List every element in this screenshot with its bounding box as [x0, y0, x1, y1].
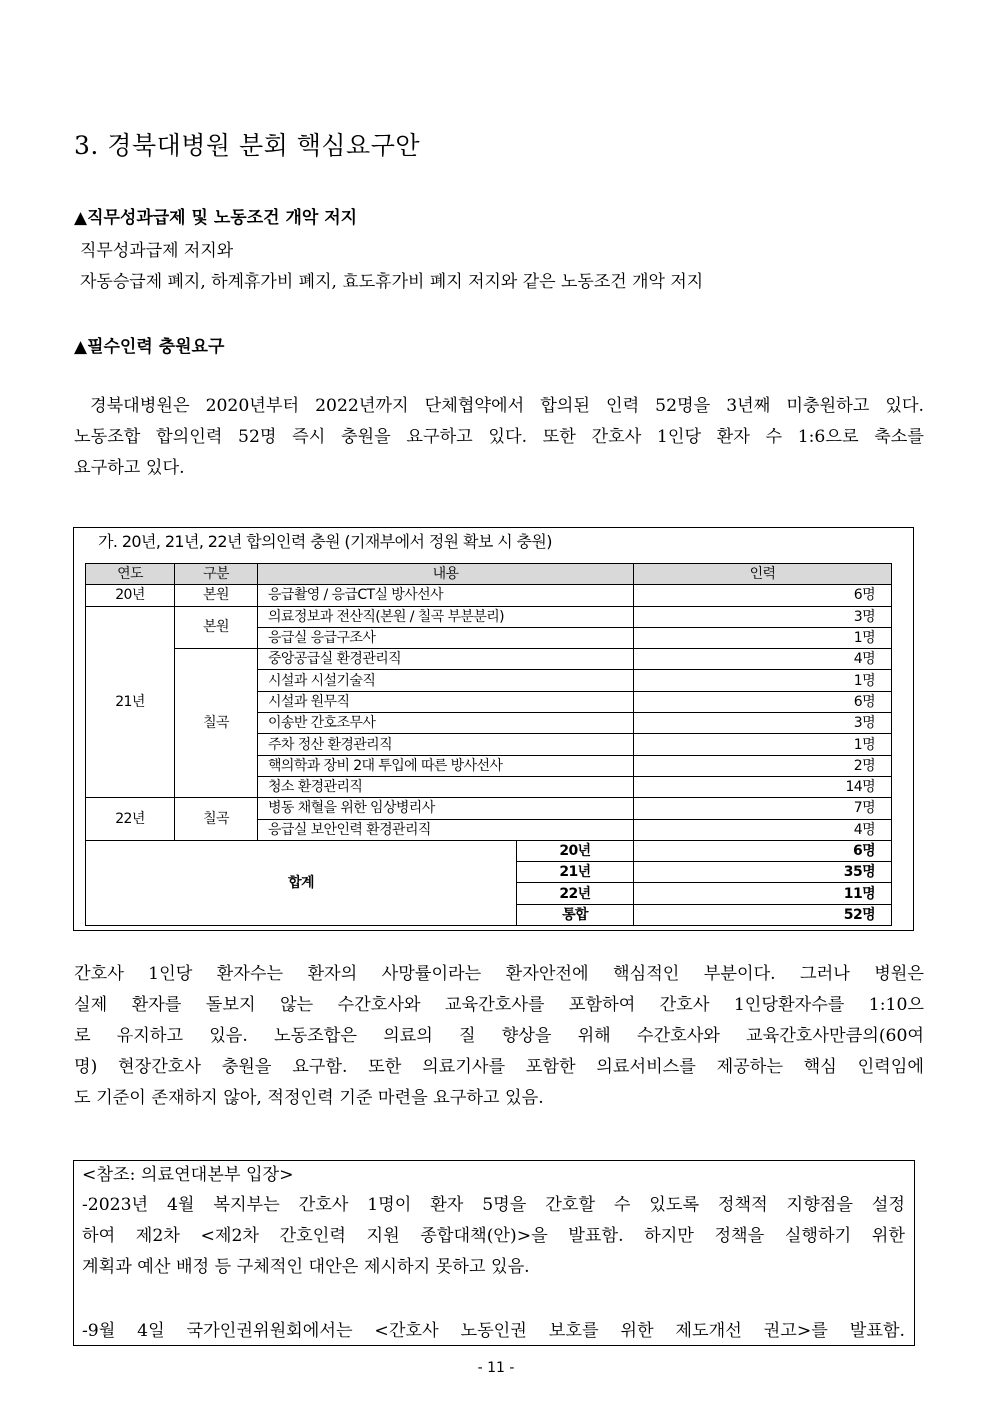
cell-count: 6명 [634, 585, 892, 606]
nurse-ratio-paragraph [74, 959, 924, 1114]
cell-content: 주차 정산 환경관리직 [258, 734, 634, 755]
header-year: 연도 [86, 564, 175, 585]
wage-line-2: 자동승급제 폐지, 하계휴가비 폐지, 효도휴가비 폐지 저지와 같은 노동조건 개악 저지 [80, 272, 704, 292]
cell-count: 1명 [634, 670, 892, 691]
cell-count: 3명 [634, 606, 892, 627]
cell-count: 6명 [634, 691, 892, 712]
cell-content: 응급실 보안인력 환경관리직 [258, 819, 634, 840]
cell-year: 20년 [86, 585, 175, 606]
cell-content: 청소 환경관리직 [258, 776, 634, 797]
staffing-line-1: 경북대병원은 2020년부터 2022년까지 단체협약에서 합의된 인력 52명을 3년째 미충원하고 있다. [74, 396, 924, 416]
cell-division: 칠곡 [175, 649, 258, 798]
staffing-table [85, 563, 892, 926]
cell-content: 시설과 원무직 [258, 691, 634, 712]
cell-count: 2명 [634, 755, 892, 776]
table-row [86, 798, 892, 819]
total-year-label: 21년 [517, 862, 634, 883]
table-row [86, 606, 892, 627]
reference-body-2 [82, 1318, 905, 1349]
table-caption: 가. 20년, 21년, 22년 합의인력 충원 (기재부에서 정원 확보 시 충원) [98, 532, 552, 551]
table-row [86, 585, 892, 606]
reference-body [82, 1190, 905, 1283]
reference-line-4: -9월 4일 국가인권위원회에서는 <간호사 노동인권 보호를 위한 제도개선 권고>를 발표함. [82, 1321, 905, 1341]
page-number: - 11 - [477, 1360, 515, 1376]
table-header-row [86, 564, 892, 585]
cell-count: 4명 [634, 649, 892, 670]
cell-content: 응급촬영 / 응급CT실 방사선사 [258, 585, 634, 606]
total-year-label: 22년 [517, 883, 634, 904]
heading-wage-system: ▲직무성과급제 및 노동조건 개악 저지 [74, 208, 358, 228]
cell-division: 본원 [175, 606, 258, 649]
total-value: 35명 [634, 862, 892, 883]
cell-content: 의료정보과 전산직(본원 / 칠곡 부분분리) [258, 606, 634, 627]
table-row [86, 649, 892, 670]
section-title: 3. 경북대병원 분회 핵심요구안 [74, 131, 420, 160]
cell-year: 21년 [86, 606, 175, 798]
reference-line-2: 하여 제2차 <제2차 간호인력 지원 종합대책(안)>을 발표함. 하지만 정책을 실행하기 위한 [82, 1226, 905, 1246]
reference-title: <참조: 의료연대본부 입장> [82, 1165, 294, 1185]
nurse-line-2: 실제 환자를 돌보지 않는 수간호사와 교육간호사를 포함하여 간호사 1인당환자수를 1:10으 [74, 995, 924, 1015]
cell-count: 14명 [634, 776, 892, 797]
cell-content: 시설과 시설기술직 [258, 670, 634, 691]
total-label: 합계 [86, 840, 517, 925]
header-count: 인력 [634, 564, 892, 585]
reference-line-1: -2023년 4월 복지부는 간호사 1명이 환자 5명을 간호할 수 있도록 정책적 지향점을 설정 [82, 1195, 905, 1215]
nurse-line-4: 명) 현장간호사 충원을 요구함. 또한 의료기사를 포함한 의료서비스를 제공하는 핵심 인력임에 [74, 1057, 924, 1077]
staffing-line-3: 요구하고 있다. [74, 458, 185, 478]
cell-division: 본원 [175, 585, 258, 606]
cell-count: 1명 [634, 734, 892, 755]
cell-content: 응급실 응급구조사 [258, 627, 634, 648]
nurse-line-3: 로 유지하고 있음. 노동조합은 의료의 질 향상을 위해 수간호사와 교육간호사만큼의(60여 [74, 1026, 924, 1046]
cell-count: 4명 [634, 819, 892, 840]
cell-year: 22년 [86, 798, 175, 841]
cell-count: 3명 [634, 713, 892, 734]
staffing-paragraph [74, 391, 924, 484]
total-value: 52명 [634, 904, 892, 925]
cell-division: 칠곡 [175, 798, 258, 841]
nurse-line-5: 도 기준이 존재하지 않아, 적정인력 기준 마련을 요구하고 있음. [74, 1088, 544, 1108]
reference-line-3: 계획과 예산 배정 등 구체적인 대안은 제시하지 못하고 있음. [82, 1257, 530, 1277]
wage-line-1: 직무성과급제 저지와 [80, 241, 234, 261]
staffing-line-2: 노동조합 합의인력 52명 즉시 충원을 요구하고 있다. 또한 간호사 1인당 환자 수 1:6으로 축소를 [74, 427, 924, 447]
cell-count: 1명 [634, 627, 892, 648]
cell-content: 이송반 간호조무사 [258, 713, 634, 734]
total-value: 11명 [634, 883, 892, 904]
header-content: 내용 [258, 564, 634, 585]
cell-content: 중앙공급실 환경관리직 [258, 649, 634, 670]
total-row [86, 840, 892, 861]
cell-content: 핵의학과 장비 2대 투입에 따른 방사선사 [258, 755, 634, 776]
cell-count: 7명 [634, 798, 892, 819]
total-value: 6명 [634, 840, 892, 861]
total-year-label: 20년 [517, 840, 634, 861]
cell-content: 병동 채혈을 위한 임상병리사 [258, 798, 634, 819]
heading-staffing: ▲필수인력 충원요구 [74, 337, 225, 357]
nurse-line-1: 간호사 1인당 환자수는 환자의 사망률이라는 환자안전에 핵심적인 부분이다. 그러나 병원은 [74, 964, 924, 984]
header-division: 구분 [175, 564, 258, 585]
total-year-label: 통합 [517, 904, 634, 925]
